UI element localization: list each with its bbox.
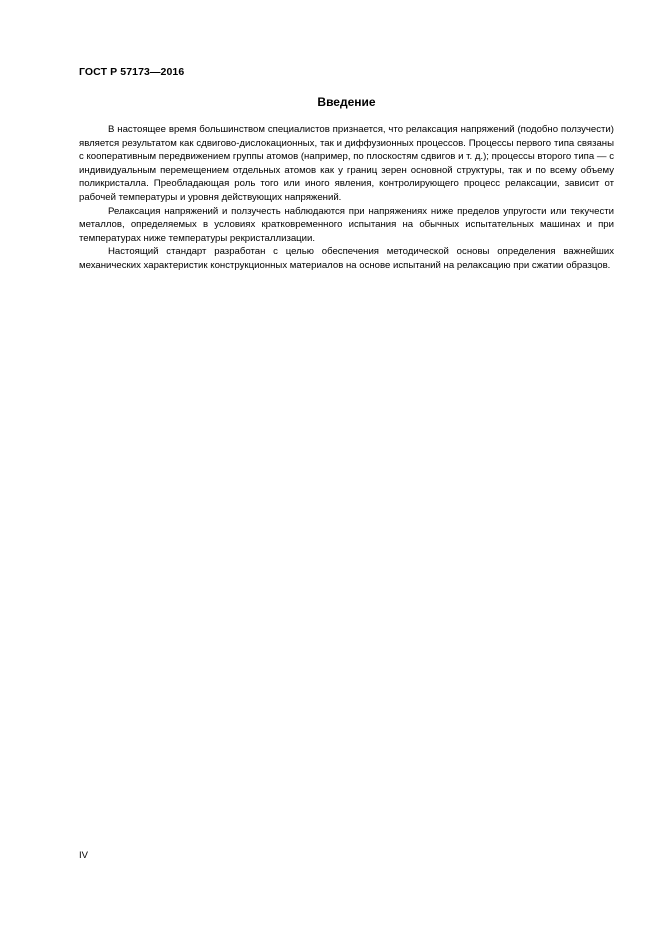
page-number: IV xyxy=(79,850,88,861)
section-title: Введение xyxy=(317,95,376,109)
paragraph-relaxation-mechanisms: В настоящее время большинством специалистов признается, что релаксация напряжений (подобно ползучести) является результатом как сдвигово-дислокационных, так и диффузионных процессов. Процессы первого типа связаны с кооперативным передвижением группы атомов (например, по плоскостям сдвигов и т. д.); процессы второго типа — с индивидуальным перемещением отдельных атомов как у границ зерен основной структуры, так и по всему объему поликристалла. Преобладающая роль того или иного явления, контролирующего процесс релаксации, зависит от рабочей температуры и уровня действующих напряжений. xyxy=(79,124,614,203)
paragraph-relaxation-conditions: Релаксация напряжений и ползучесть наблюдаются при напряжениях ниже пределов упругости или текучести металлов, определяемых в условиях кратковременного испытания на обычных испытательных машинах и при температурах ниже температуры рекристаллизации. xyxy=(79,205,614,244)
body-text xyxy=(79,123,614,273)
document-header-code: ГОСТ Р 57173—2016 xyxy=(79,66,185,78)
paragraph-standard-purpose: Настоящий стандарт разработан с целью обеспечения методической основы определения важнейших механических характеристик конструкционных материалов на основе испытаний на релаксацию при сжатии образцов. xyxy=(79,246,614,271)
